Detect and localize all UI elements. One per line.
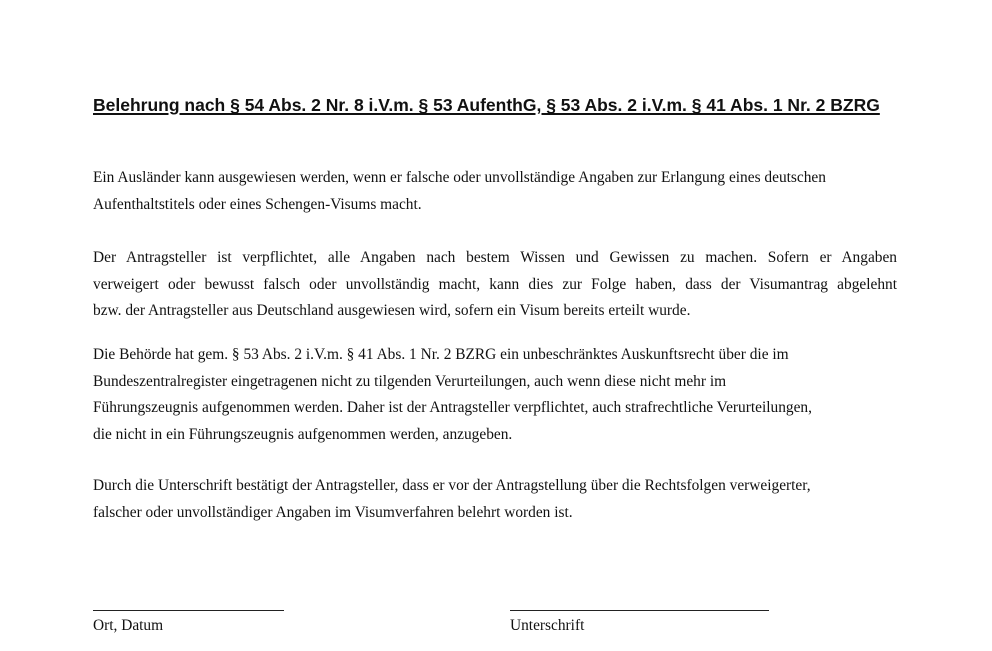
signature-line [510, 610, 769, 611]
paragraph-line: bzw. der Antragsteller aus Deutschland ausgewiesen wird, sofern ein Visum bereits erteilt wurde. [93, 302, 691, 319]
paragraph-signature-confirmation [93, 473, 897, 526]
paragraph-line: die nicht in ein Führungszeugnis aufgenommen werden, anzugeben. [93, 425, 513, 443]
paragraph-line: Aufenthaltstitels oder eines Schengen-Visums macht. [93, 195, 422, 213]
paragraph-line: Durch die Unterschrift bestätigt der Antragsteller, dass er vor der Antragstellung über die Rechtsfolgen verweigerter, [93, 477, 811, 494]
place-date-signature-line [93, 610, 284, 611]
paragraph-authority-information-right [93, 342, 897, 448]
paragraph-line: Der Antragsteller ist verpflichtet, alle Angaben nach bestem Wissen und Gewissen zu machen. Sofern er Angaben [93, 249, 897, 266]
paragraph-expulsion-notice [93, 165, 897, 218]
document-heading: Belehrung nach § 54 Abs. 2 Nr. 8 i.V.m. § 53 AufenthG, § 53 Abs. 2 i.V.m. § 41 Abs. 1 Nr. 2 BZRG [93, 95, 880, 115]
paragraph-line: Die Behörde hat gem. § 53 Abs. 2 i.V.m. § 41 Abs. 1 Nr. 2 BZRG ein unbeschränktes Auskunftsrecht über die im [93, 346, 789, 363]
paragraph-applicant-obligation [93, 245, 897, 325]
place-date-label: Ort, Datum [93, 617, 164, 634]
paragraph-line: Ein Ausländer kann ausgewiesen werden, wenn er falsche oder unvollständige Angaben zur Erlangung eines deutschen [93, 169, 826, 186]
paragraph-line: verweigert oder bewusst falsch oder unvollständig macht, kann dies zur Folge haben, dass der Visumantrag abgelehnt [93, 275, 897, 293]
signature-label: Unterschrift [510, 617, 585, 634]
paragraph-line: falscher oder unvollständiger Angaben im Visumverfahren belehrt worden ist. [93, 503, 573, 521]
paragraph-line: Führungszeugnis aufgenommen werden. Daher ist der Antragsteller verpflichtet, auch strafrechtliche Verurteilungen, [93, 399, 812, 416]
paragraph-line: Bundeszentralregister eingetragenen nicht zu tilgenden Verurteilungen, auch wenn diese nicht mehr im [93, 372, 727, 390]
